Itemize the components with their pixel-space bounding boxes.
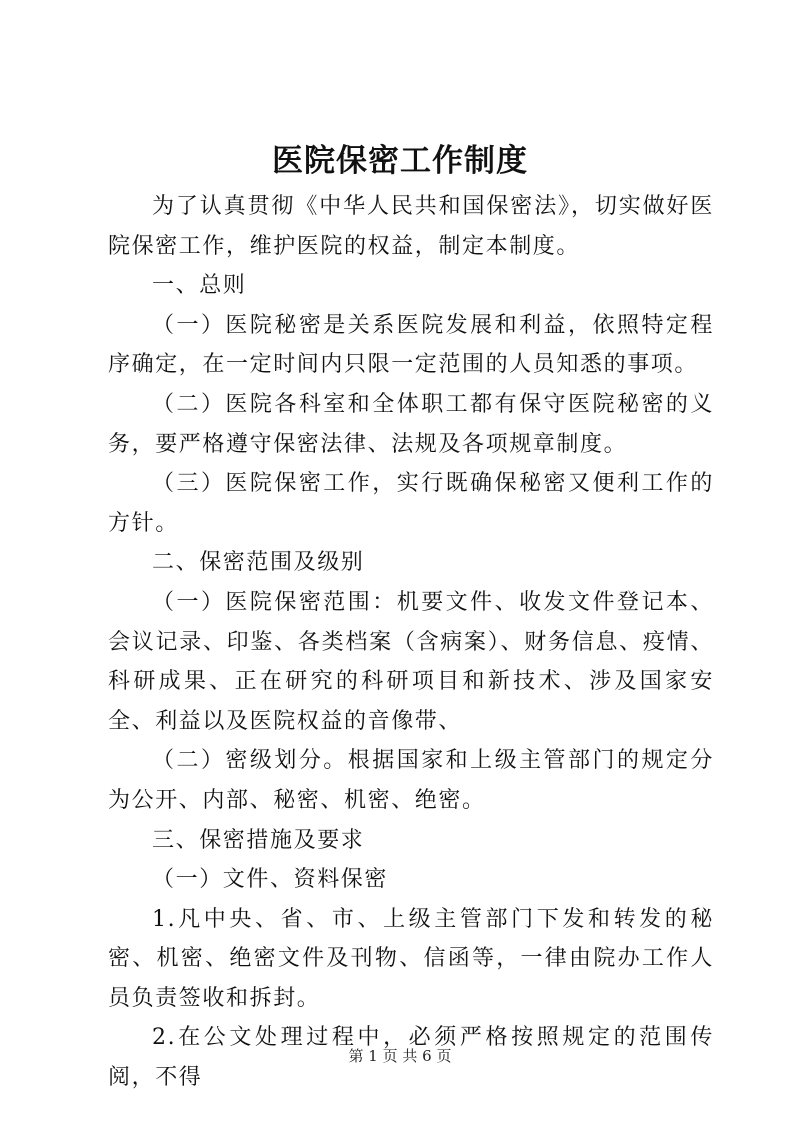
document-body: [108, 187, 714, 1098]
paragraph-measures-2: 2.在公文处理过程中，必须严格按照规定的范围传阅，不得: [108, 1025, 714, 1091]
paragraph-scope-2: （二）密级划分。根据国家和上级主管部门的规定分为公开、内部、秘密、机密、绝密。: [108, 748, 714, 813]
paragraph-measures-1: 1.凡中央、省、市、上级主管部门下发和转发的秘密、机密、绝密文件及刊物、信函等，一律由院办工作人员负责签收和拆封。: [108, 906, 714, 1011]
section-heading-general: 一、总则: [152, 273, 247, 299]
page-footer: 第 1 页 共 6 页: [348, 1047, 452, 1065]
paragraph-general-3: （三）医院保密工作，实行既确保秘密又便利工作的方针。: [108, 471, 714, 536]
paragraph-scope-1: （一）医院保密范围：机要文件、收发文件登记本、会议记录、印鉴、各类档案（含病案）、财务信息、疫情、科研成果、正在研究的科研项目和新技术、涉及国家安全、利益以及医院权益的音像带、: [108, 589, 714, 734]
document-title: 医院保密工作制度: [272, 143, 528, 179]
paragraph-intro: 为了认真贯彻《中华人民共和国保密法》，切实做好医院保密工作，维护医院的权益，制定本制度。: [108, 194, 714, 259]
paragraph-general-2: （二）医院各科室和全体职工都有保守医院秘密的义务，要严格遵守保密法律、法规及各项规章制度。: [108, 391, 714, 457]
paragraph-general-1: （一）医院秘密是关系医院发展和利益，依照特定程序确定，在一定时间内只限一定范围的人员知悉的事项。: [108, 312, 714, 378]
section-heading-measures: 三、保密措施及要求: [152, 827, 365, 853]
subsection-heading-documents: （一）文件、资料保密: [152, 867, 389, 893]
section-heading-scope: 二、保密范围及级别: [152, 550, 365, 576]
